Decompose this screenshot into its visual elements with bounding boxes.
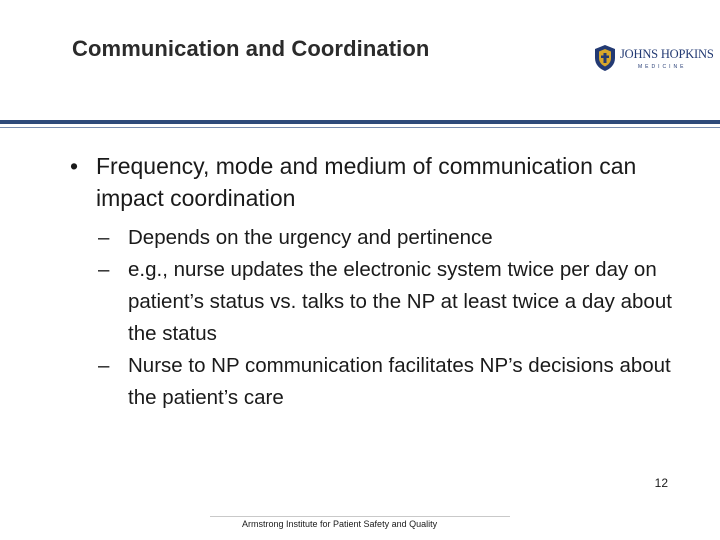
footer-divider bbox=[210, 516, 510, 517]
sub-point bbox=[70, 350, 690, 414]
logo-subtitle: MEDICINE bbox=[638, 64, 687, 70]
sub-point bbox=[70, 254, 690, 350]
slide-title: Communication and Coordination bbox=[72, 36, 430, 61]
slide-content bbox=[70, 150, 690, 414]
sub-point-text: Nurse to NP communication facilitates NP’s decisions about the patient’s care bbox=[128, 354, 671, 409]
header-rule-thin bbox=[0, 127, 720, 128]
footer-text: Armstrong Institute for Patient Safety and Quality bbox=[242, 519, 438, 529]
page-number: 12 bbox=[654, 476, 668, 490]
logo-name: JOHNS HOPKINS bbox=[620, 47, 714, 61]
sub-point bbox=[70, 222, 690, 254]
dash-mark: – bbox=[98, 226, 110, 249]
dash-mark: – bbox=[98, 258, 110, 281]
bullet-point bbox=[70, 150, 690, 214]
header-rule bbox=[0, 120, 720, 124]
shield-icon bbox=[594, 44, 616, 72]
dash-mark: – bbox=[98, 354, 110, 377]
johns-hopkins-logo bbox=[594, 44, 714, 74]
bullet-text: Frequency, mode and medium of communication can impact coordination bbox=[96, 153, 637, 211]
sub-point-text: Depends on the urgency and pertinence bbox=[128, 226, 493, 249]
sub-point-text: e.g., nurse updates the electronic system twice per day on patient’s status vs. talks to the NP at least twice a day about the status bbox=[128, 258, 672, 345]
bullet-mark: • bbox=[70, 153, 79, 179]
